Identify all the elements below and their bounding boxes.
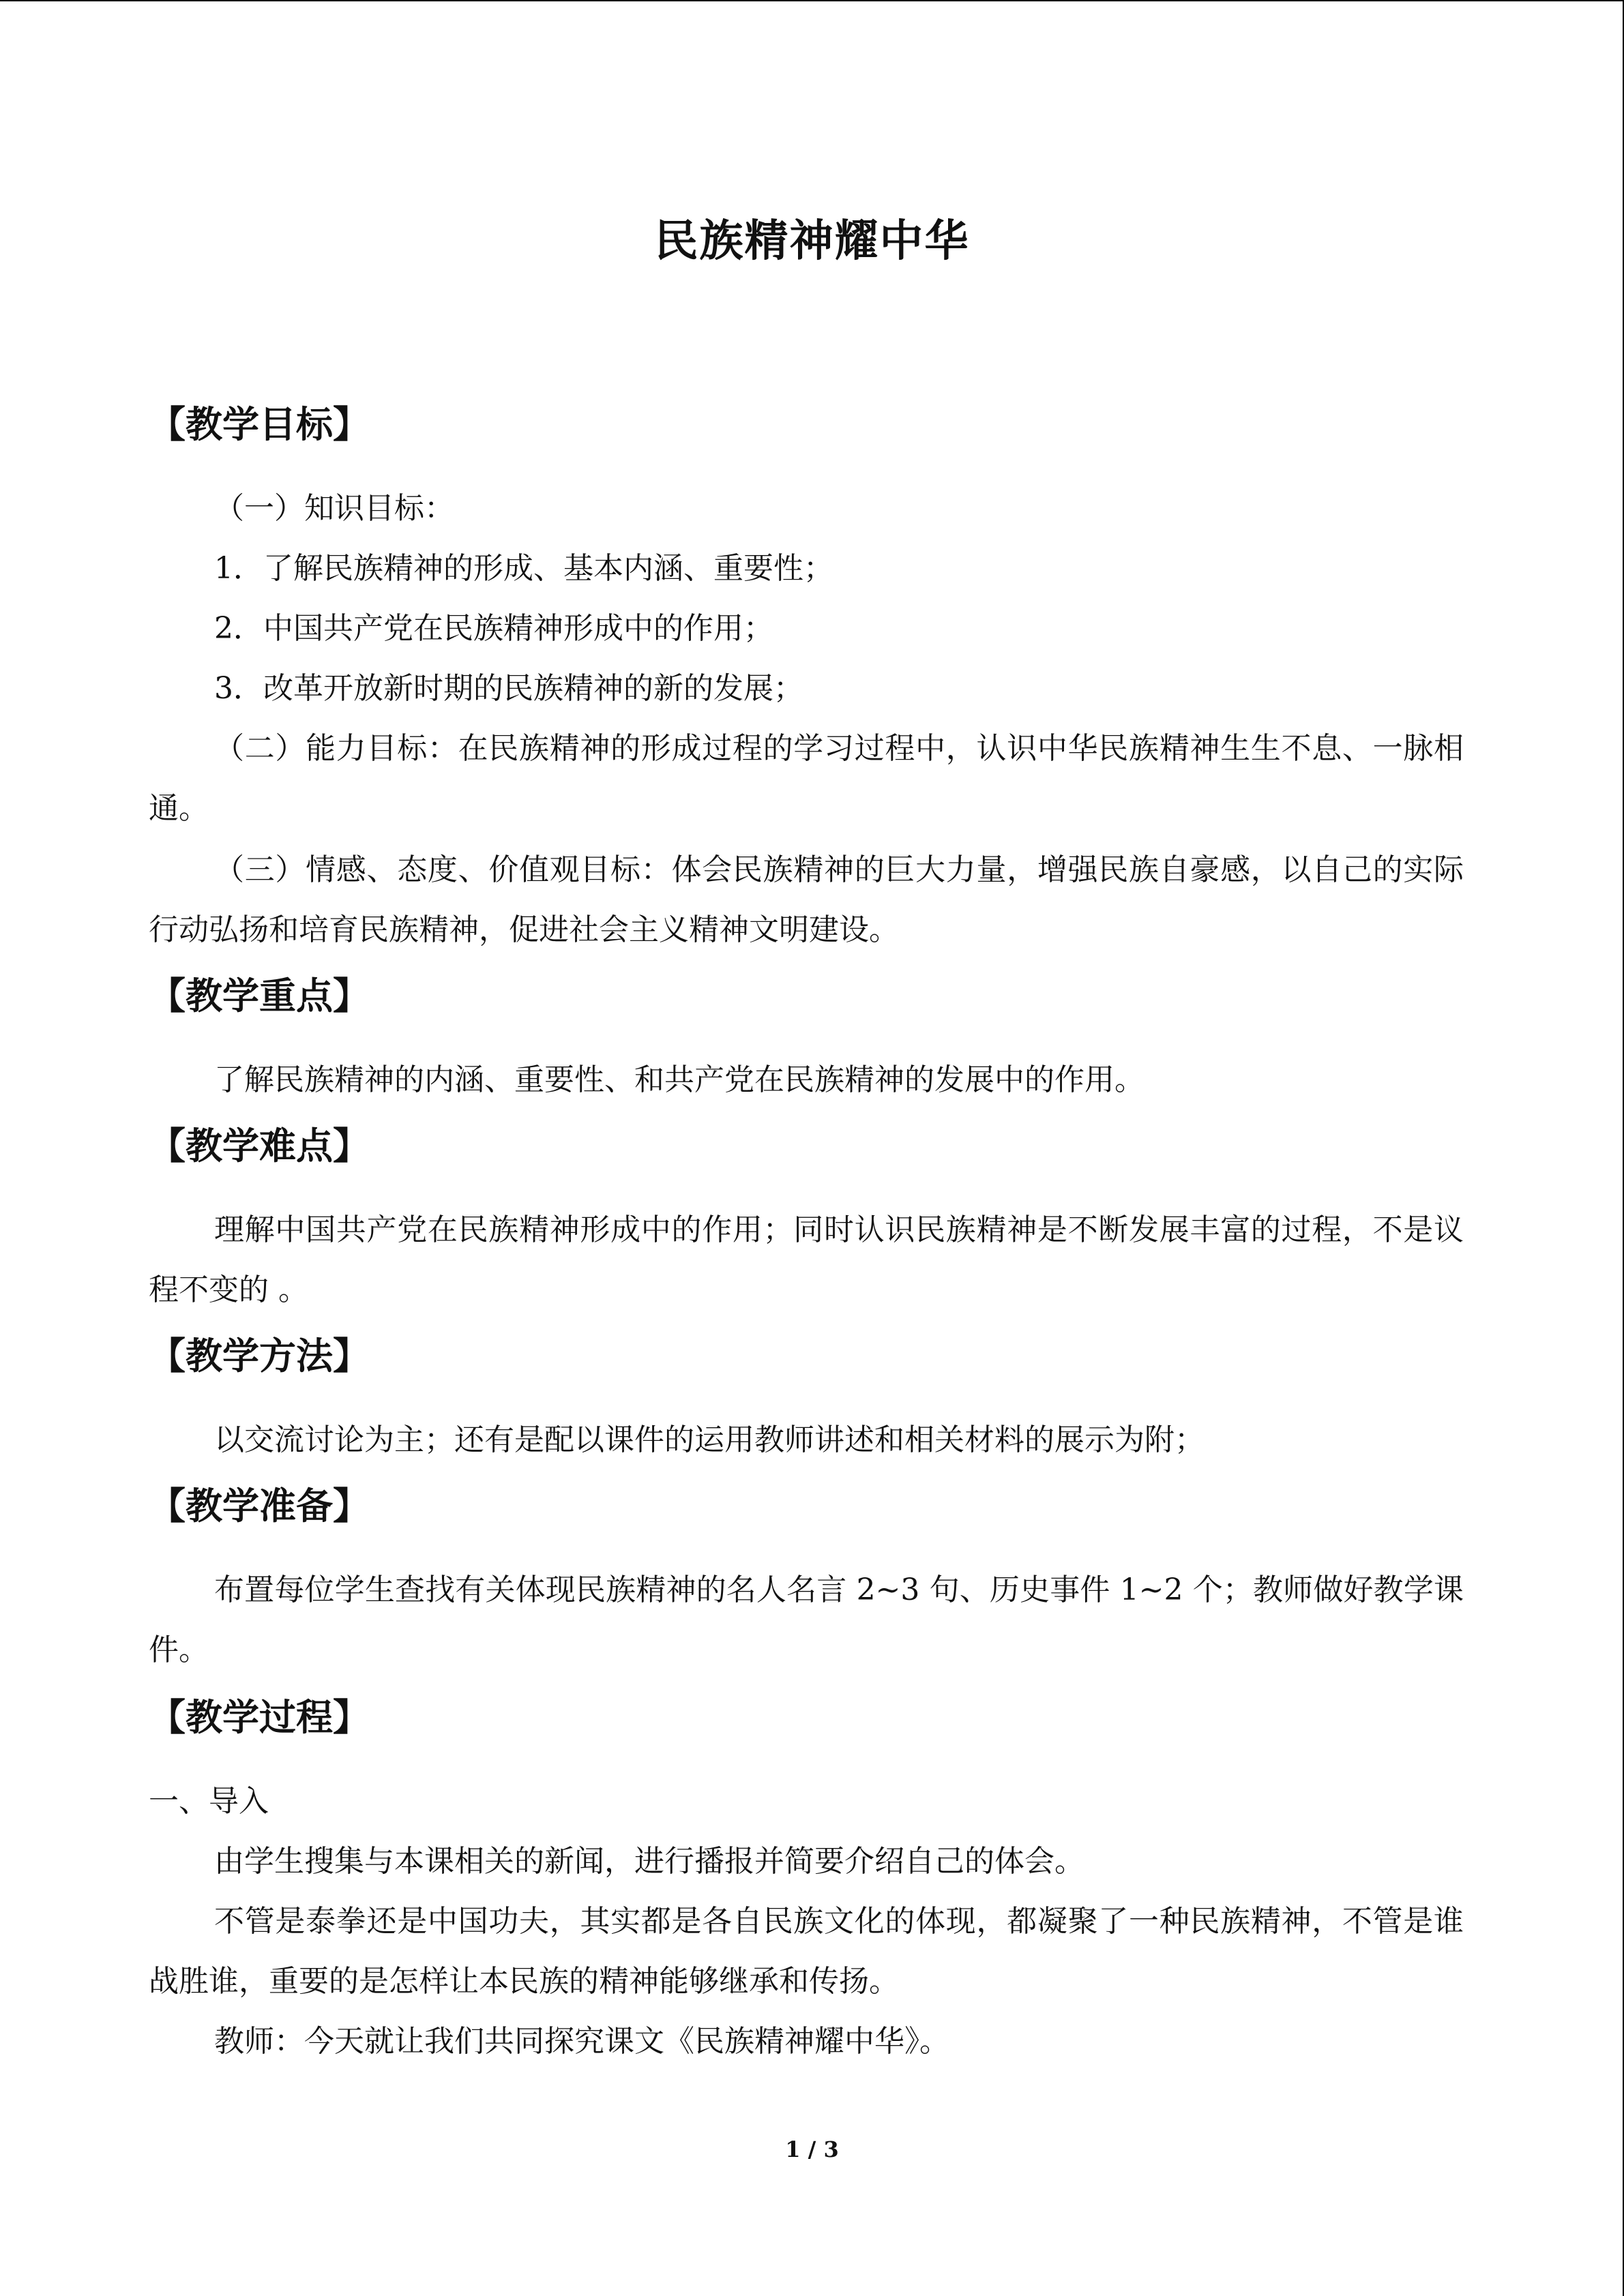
process-paragraph-2: 不管是泰拳还是中国功夫，其实都是各自民族文化的体现，都凝聚了一种民族精神，不管是谁战胜谁，重要的是怎样让本民族的精神能够继承和传扬。: [149, 1904, 1464, 1999]
difficulties-text: 理解中国共产党在民族精神形成中的作用；同时认识民族精神是不断发展丰富的过程，不是议程不变的 。: [149, 1212, 1464, 1307]
document-title: 民族精神耀中华: [654, 216, 970, 267]
key-points-text: 了解民族精神的内涵、重要性、和共产党在民族精神的发展中的作用。: [214, 1062, 1145, 1097]
process-heading: 【教学过程】: [149, 1696, 370, 1739]
preparation-heading: 【教学准备】: [149, 1485, 370, 1527]
knowledge-objectives-label: （一）知识目标：: [214, 491, 454, 526]
page-number: 1 / 3: [785, 2136, 839, 2162]
objectives-heading: 【教学目标】: [149, 403, 370, 446]
key-points-heading: 【教学重点】: [149, 974, 370, 1017]
process-paragraph-3: 教师：今天就让我们共同探究课文《民族精神耀中华》。: [214, 2024, 949, 2059]
knowledge-item-1: 1．了解民族精神的形成、基本内涵、重要性；: [214, 551, 833, 586]
methods-text: 以交流讨论为主；还有是配以课件的运用教师讲述和相关材料的展示为附；: [214, 1422, 1205, 1457]
knowledge-item-3: 3．改革开放新时期的民族精神的新的发展；: [214, 671, 803, 706]
emotion-objectives: （三）情感、态度、价值观目标：体会民族精神的巨大力量，增强民族自豪感，以自己的实际行动弘扬和培育民族精神，促进社会主义精神文明建设。: [149, 852, 1464, 947]
methods-heading: 【教学方法】: [149, 1335, 370, 1377]
difficulties-heading: 【教学难点】: [149, 1124, 370, 1167]
preparation-text: 布置每位学生查找有关体现民族精神的名人名言 2~3 句、历史事件 1~2 个；教师做好教学课件。: [149, 1572, 1464, 1667]
process-paragraph-1: 由学生搜集与本课相关的新闻，进行播报并简要介绍自己的体会。: [214, 1844, 1084, 1879]
process-step-1-label: 一、导入: [149, 1784, 269, 1819]
knowledge-item-2: 2．中国共产党在民族精神形成中的作用；: [214, 611, 773, 646]
ability-objectives: （二）能力目标：在民族精神的形成过程的学习过程中，认识中华民族精神生生不息、一脉相通。: [149, 731, 1464, 826]
